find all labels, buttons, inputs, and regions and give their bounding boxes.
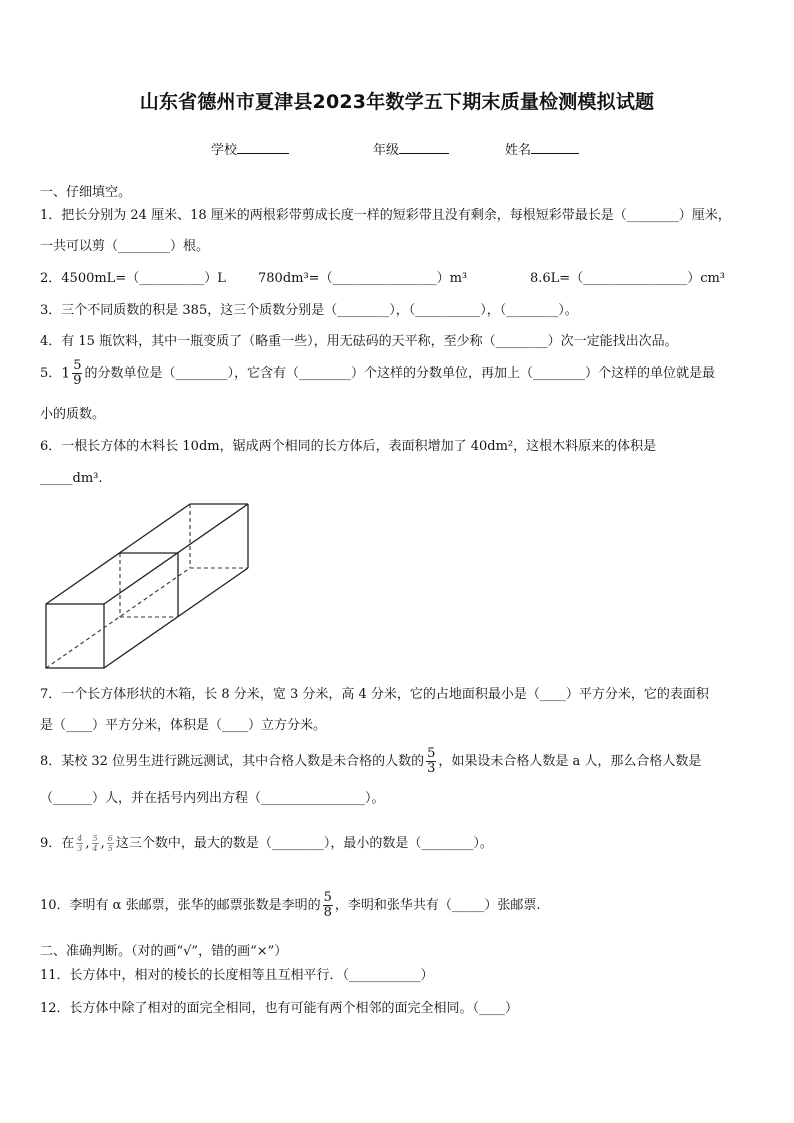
q2-part-b: 780dm³=（________________）m³ <box>258 271 468 286</box>
name-label: 姓名 <box>505 143 532 158</box>
q5-line2: 小的质数。 <box>40 407 106 422</box>
q8-fraction: $\frac{5}{3}$ <box>427 746 436 776</box>
name-blank[interactable] <box>531 141 579 154</box>
q9: 9．在 $\frac{4}{3}$ , $\frac{5}{4}$ , $\frac{6}{5}$ 这三个数中，最大的数是（________），最小的数是（________）。 <box>40 834 493 853</box>
cuboid-figure <box>38 500 254 674</box>
section-2-heading: 二、准确判断。（对的画“√”，错的画“×”） <box>40 944 288 959</box>
q5-fraction: $\frac{5}{9}$ <box>73 358 82 388</box>
grade-label: 年级 <box>373 143 400 158</box>
q4: 4．有 15 瓶饮料，其中一瓶变质了（略重一些），用无砝码的天平称，至少称（________）次一定能找出次品。 <box>40 334 678 349</box>
section-1-heading: 一、仔细填空。 <box>40 185 132 200</box>
q6-line2: _____dm³. <box>40 471 103 486</box>
q3: 3．三个不同质数的积是 385，这三个质数分别是（________），（__________），（________）。 <box>40 303 578 318</box>
page-title: 山东省德州市夏津县2023年数学五下期末质量检测模拟试题 <box>139 91 655 113</box>
q9-text-post: 这三个数中，最大的数是（________），最小的数是（________）。 <box>115 836 493 851</box>
q8-line2: （______）人，并在括号内列出方程（________________）。 <box>40 791 385 806</box>
q8-line1 <box>40 747 701 776</box>
q1-line1: 1．把长分别为 24 厘米、18 厘米的两根彩带剪成长度一样的短彩带且没有剩余，每根短彩带最长是（________）厘米， <box>40 208 731 223</box>
school-label: 学校 <box>211 143 238 158</box>
q9-text-pre: 9．在 <box>40 836 75 851</box>
q5-whole: 1 <box>61 365 71 382</box>
q1-line2: 一共可以剪（________）根。 <box>40 239 210 254</box>
q2-part-c: 8.6L=（________________）cm³ <box>530 271 726 286</box>
school-field <box>211 141 289 160</box>
q9-fraction-1: $\frac{4}{3}$ <box>77 834 83 853</box>
q9-fraction-3: $\frac{6}{5}$ <box>107 834 113 853</box>
grade-blank[interactable] <box>399 141 449 154</box>
q5-line1 <box>40 359 715 388</box>
cuboid-front-face <box>46 604 104 668</box>
name-field <box>505 141 579 160</box>
q12: 12．长方体中除了相对的面完全相同，也有可能有两个相邻的面完全相同。（____） <box>40 1001 519 1016</box>
q7-line2: 是（____）平方分米，体积是（____）立方分米。 <box>40 718 327 733</box>
q10-text-post: ，李明和张华共有（_____）张邮票. <box>334 898 541 913</box>
q10 <box>40 891 541 920</box>
q7-line1: 7．一个长方体形状的木箱，长 8 分米，宽 3 分米，高 4 分米，它的占地面积最小是（____）平方分米，它的表面积 <box>40 687 709 702</box>
q6-line1: 6．一根长方体的木料长 10dm，锯成两个相同的长方体后，表面积增加了 40dm²，这根木料原来的体积是 <box>40 439 657 454</box>
q2-part-a: 2．4500mL=（__________）L <box>40 271 226 286</box>
q5-text: 的分数单位是（________），它含有（________）个这样的分数单位，再加上（________）个这样的单位就是最 <box>84 366 715 381</box>
q8-text-post: ，如果设未合格人数是 a 人，那么合格人数是 <box>438 754 702 769</box>
school-blank[interactable] <box>237 141 289 154</box>
q9-fraction-2: $\frac{5}{4}$ <box>92 834 98 853</box>
q10-text-pre: 10．李明有 α 张邮票，张华的邮票张数是李明的 <box>40 898 321 913</box>
q11: 11．长方体中，相对的棱长的长度相等且互相平行．（___________） <box>40 968 434 983</box>
q8-text-pre: 8．某校 32 位男生进行跳远测试，其中合格人数是未合格的人数的 <box>40 754 425 769</box>
q5-number: 5． <box>40 366 62 381</box>
q10-fraction: $\frac{5}{8}$ <box>323 890 332 920</box>
grade-field <box>373 141 449 160</box>
